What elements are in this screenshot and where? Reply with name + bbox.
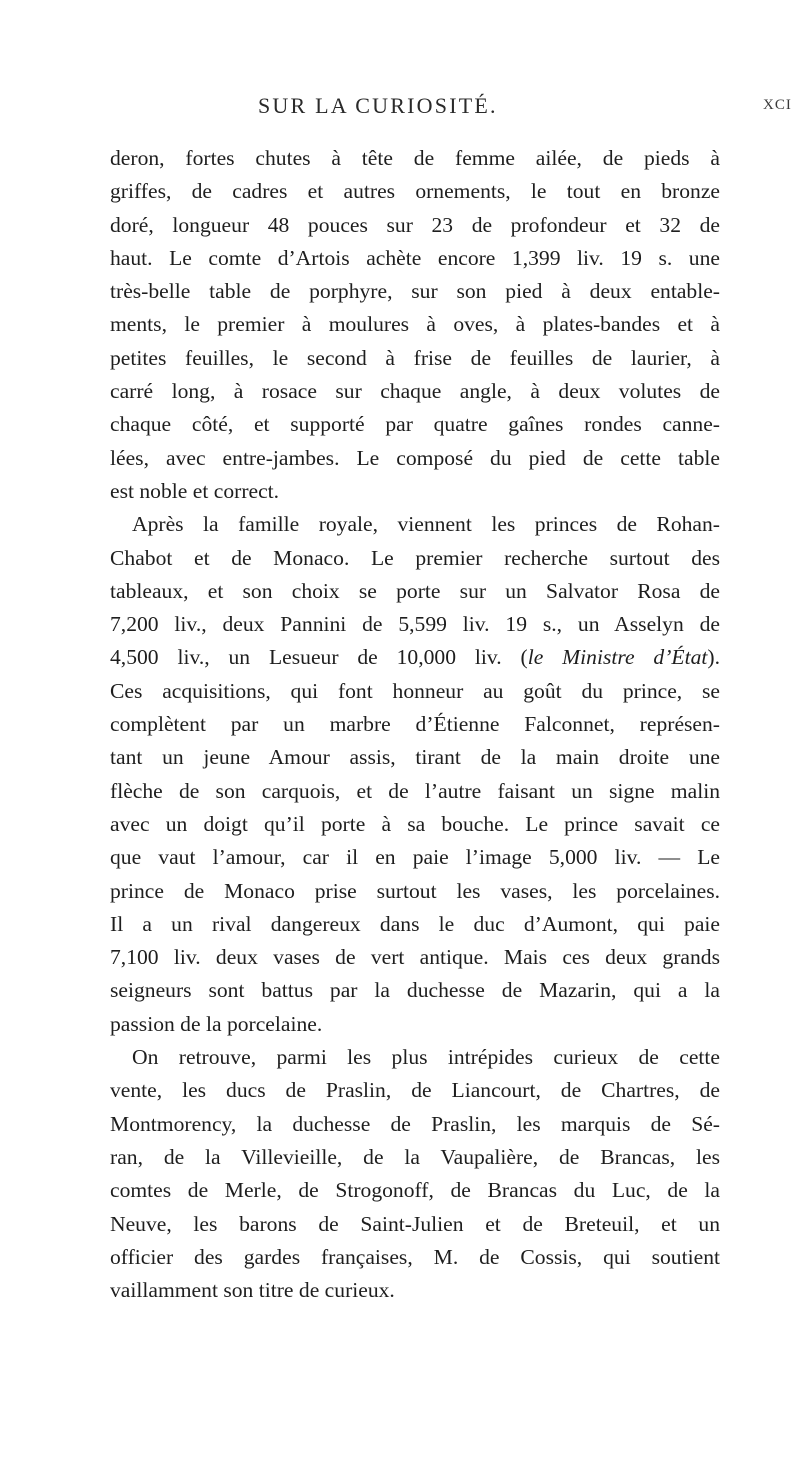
text-line: vente, les ducs de Praslin, de Liancourt, de Chartres, de (110, 1078, 720, 1103)
text-line: comtes de Merle, de Strogonoff, de Brancas du Luc, de la (110, 1178, 720, 1203)
text-line: officier des gardes françaises, M. de Cossis, qui soutient (110, 1244, 720, 1269)
text-line: tant un jeune Amour assis, tirant de la main droite une (110, 745, 720, 770)
text-line: Neuve, les barons de Saint-Julien et de Breteuil, et un (110, 1211, 720, 1236)
text-line: ments, le premier à moulures à oves, à plates-bandes et à (110, 312, 720, 337)
paragraph-start-line: Après la famille royale, viennent les princes de Rohan- (132, 512, 720, 537)
text-line: vaillamment son titre de curieux. (110, 1278, 395, 1303)
text-line: Ces acquisitions, qui font honneur au goût du prince, se (110, 678, 720, 703)
text-line: 7,100 liv. deux vases de vert antique. Mais ces deux grands (110, 945, 720, 970)
running-head: SUR LA CURIOSITÉ. (258, 93, 498, 118)
text-line: avec un doigt qu’il porte à sa bouche. Le prince savait ce (110, 811, 720, 836)
text-line: que vaut l’amour, car il en paie l’image 5,000 liv. — Le (110, 845, 720, 870)
page-header (0, 93, 800, 123)
text-line: Chabot et de Monaco. Le premier recherche surtout des (110, 545, 720, 570)
text-line: 7,200 liv., deux Pannini de 5,599 liv. 19 s., un Asselyn de (110, 612, 720, 637)
text-line: haut. Le comte d’Artois achète encore 1,399 liv. 19 s. une (110, 245, 720, 270)
text-line: flèche de son carquois, et de l’autre faisant un signe malin (110, 778, 720, 803)
body-text (110, 142, 720, 1307)
text-line: griffes, de cadres et autres ornements, le tout en bronze (110, 179, 720, 204)
text-line: seigneurs sont battus par la duchesse de Mazarin, qui a la (110, 978, 720, 1003)
text-line: carré long, à rosace sur chaque angle, à deux volutes de (110, 379, 720, 404)
text-line: tableaux, et son choix se porte sur un Salvator Rosa de (110, 578, 720, 603)
text-line: très-belle table de porphyre, sur son pied à deux entable- (110, 279, 720, 304)
text-line: Il a un rival dangereux dans le duc d’Aumont, qui paie (110, 911, 720, 936)
text-line: deron, fortes chutes à tête de femme ailée, de pieds à (110, 146, 720, 170)
text-line: lées, avec entre-jambes. Le composé du pied de cette table (110, 445, 720, 470)
italic-title: le Ministre d’État (527, 645, 708, 670)
text-line: petites feuilles, le second à frise de feuilles de laurier, à (110, 345, 720, 370)
text-line: complètent par un marbre d’Étienne Falconnet, représen- (110, 712, 720, 737)
text-line: passion de la porcelaine. (110, 1011, 323, 1036)
text-line-with-italic (110, 641, 720, 674)
text-line: prince de Monaco prise surtout les vases, les porcelaines. (110, 878, 720, 903)
text-line: doré, longueur 48 pouces sur 23 de profondeur et 32 de (110, 212, 720, 237)
paragraph-start-line: On retrouve, parmi les plus intrépides curieux de cette (132, 1045, 720, 1070)
text-run: 4,500 liv., un Lesueur de 10,000 liv. ( (110, 645, 528, 670)
text-line: chaque côté, et supporté par quatre gaînes rondes canne- (110, 412, 720, 437)
text-line: Montmorency, la duchesse de Praslin, les marquis de Sé- (110, 1111, 720, 1136)
text-run: ). (707, 645, 720, 670)
page-number: XCI (763, 97, 792, 113)
text-line: est noble et correct. (110, 478, 280, 503)
text-line: ran, de la Villevieille, de la Vaupalière, de Brancas, les (110, 1144, 720, 1169)
